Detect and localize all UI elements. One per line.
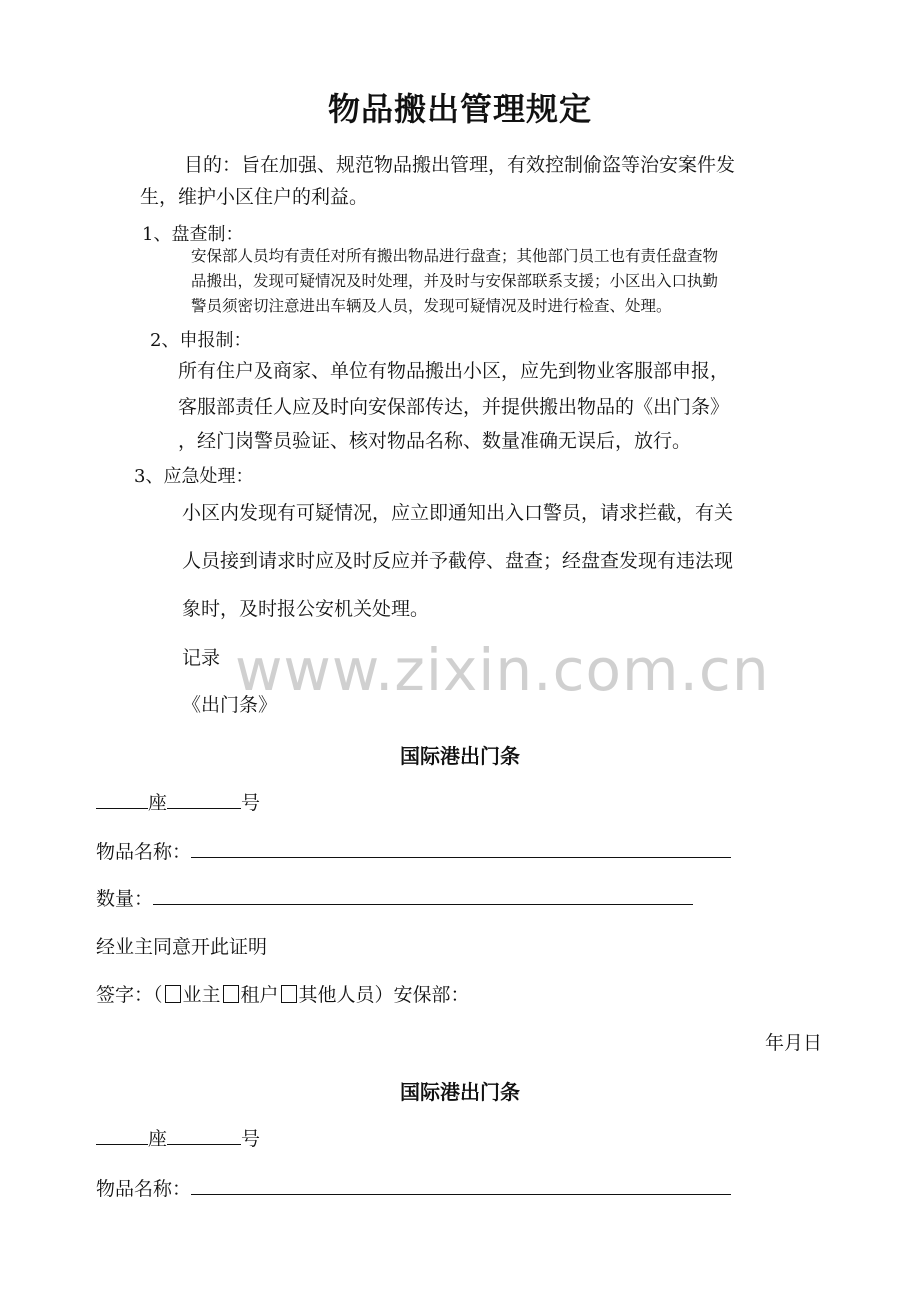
section-declaration-line-3: ，经门岗警员验证、核对物品名称、数量准确无误后，放行。 bbox=[178, 430, 692, 452]
watermark: www.zixin.com.cn bbox=[235, 636, 770, 704]
date-label: 年月日 bbox=[764, 1032, 822, 1054]
seat-label: 座 bbox=[148, 792, 168, 814]
section-inspection-line-3: 警员须密切注意进出车辆及人员，发现可疑情况及时进行检查、处理。 bbox=[191, 297, 672, 315]
quantity-field[interactable] bbox=[153, 886, 693, 905]
section-emergency-line-1: 小区内发现有可疑情况，应立即通知出入口警员，请求拦截，有关 bbox=[182, 502, 734, 524]
building-blank-2[interactable] bbox=[96, 1126, 148, 1145]
section-heading-inspection: 1、盘查制： bbox=[142, 224, 244, 245]
page-title: 物品搬出管理规定 bbox=[327, 90, 592, 128]
purpose-line-2: 生，维护小区住户的利益。 bbox=[140, 186, 369, 208]
sign-label: 签字：（ bbox=[96, 984, 163, 1006]
unit-blank-2[interactable] bbox=[167, 1126, 241, 1145]
section-inspection-line-2: 品搬出，发现可疑情况及时处理，并及时与安保部联系支援；小区出入口执勤 bbox=[191, 272, 719, 290]
item-name-label-2: 物品名称： bbox=[96, 1178, 192, 1200]
item-name-field[interactable] bbox=[191, 839, 731, 858]
owner-label: 业主 bbox=[182, 984, 221, 1006]
tenant-label: 租户 bbox=[240, 984, 279, 1006]
section-emergency-line-2: 人员接到请求时应及时反应并予截停、盘查；经盘查发现有违法现 bbox=[182, 550, 734, 572]
exit-slip-title: 国际港出门条 bbox=[400, 744, 520, 768]
exit-slip-seat-row bbox=[96, 786, 260, 820]
record-label: 记录 bbox=[182, 647, 221, 669]
quantity-label: 数量： bbox=[96, 888, 154, 910]
seat-label-2: 座 bbox=[148, 1128, 168, 1150]
other-person-checkbox[interactable] bbox=[281, 985, 297, 1003]
item-name-field-2[interactable] bbox=[191, 1176, 731, 1195]
section-declaration-line-1: 所有住户及商家、单位有物品搬出小区，应先到物业客服部申报， bbox=[178, 360, 730, 382]
item-name-label: 物品名称： bbox=[96, 841, 192, 863]
exit-slip-quantity-row bbox=[96, 882, 693, 916]
exit-slip-item-row-2 bbox=[96, 1172, 731, 1206]
section-heading-emergency: 3、应急处理： bbox=[134, 466, 254, 487]
section-heading-declaration: 2、申报制： bbox=[150, 330, 252, 351]
tenant-checkbox[interactable] bbox=[223, 985, 239, 1003]
purpose-line-1: 目的：旨在加强、规范物品搬出管理，有效控制偷盗等治安案件发 bbox=[184, 154, 736, 176]
exit-slip-seat-row-2 bbox=[96, 1122, 260, 1156]
owner-consent-text: 经业主同意开此证明 bbox=[96, 936, 268, 958]
other-person-label: 其他人员）安保部： bbox=[298, 984, 470, 1006]
number-label: 号 bbox=[241, 792, 261, 814]
building-blank[interactable] bbox=[96, 790, 148, 809]
section-declaration-line-2: 客服部责任人应及时向安保部传达，并提供搬出物品的《出门条》 bbox=[178, 396, 730, 418]
exit-slip-sign-row bbox=[96, 978, 470, 1012]
number-label-2: 号 bbox=[241, 1128, 261, 1150]
owner-checkbox[interactable] bbox=[165, 985, 181, 1003]
slip-reference: 《出门条》 bbox=[182, 694, 278, 716]
exit-slip-item-row bbox=[96, 835, 731, 869]
section-emergency-line-3: 象时，及时报公安机关处理。 bbox=[182, 598, 430, 620]
unit-blank[interactable] bbox=[167, 790, 241, 809]
section-inspection-line-1: 安保部人员均有责任对所有搬出物品进行盘查；其他部门员工也有责任盘查物 bbox=[191, 247, 719, 265]
exit-slip-title-2: 国际港出门条 bbox=[400, 1080, 520, 1104]
